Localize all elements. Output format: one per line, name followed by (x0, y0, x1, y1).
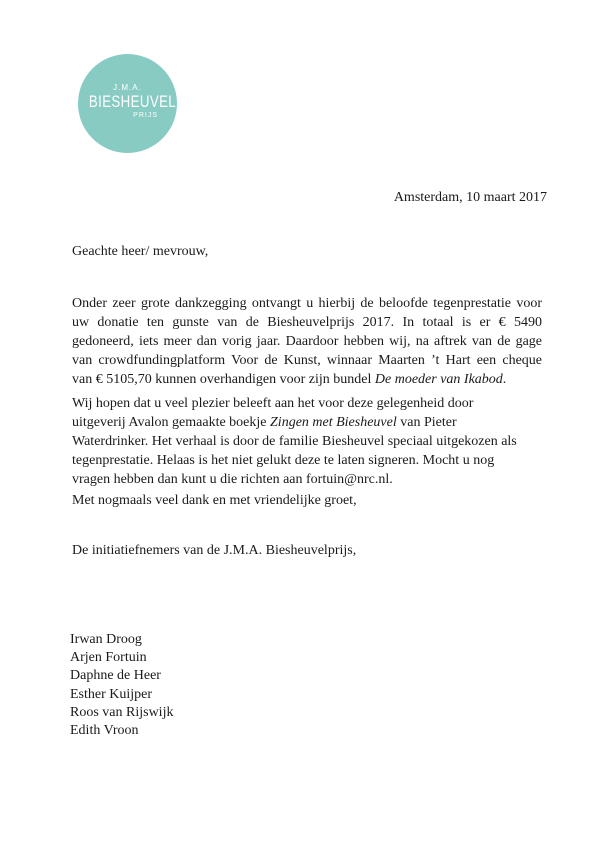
letter-greeting: Geachte heer/ mevrouw, (72, 244, 209, 259)
paragraph-line: uw donatie ten gunste van de Biesheuvelprijs 2017. In totaal is er € 5490 (72, 315, 542, 330)
signatory-name: Arjen Fortuin (70, 650, 147, 666)
logo-line-initials: J.M.A. (113, 83, 142, 92)
text-run: van € 5105,70 kunnen overhandigen voor zijn bundel (72, 372, 375, 387)
paragraph-line: Waterdrinker. Het verhaal is door de familie Biesheuvel speciaal uitgekozen als (72, 434, 517, 449)
text-run: . (502, 372, 507, 387)
paragraph-thanks: Met nogmaals veel dank en met vriendelijke groet, (72, 493, 357, 508)
book-title: De moeder van Ikabod (374, 372, 503, 387)
paragraph-line (72, 413, 542, 432)
signatory-name: Esther Kuijper (70, 686, 153, 702)
paragraph-line: gedoneerd, iets meer dan vorig jaar. Daardoor hebben wij, na aftrek van de gage (72, 334, 542, 349)
signatory-list (70, 631, 173, 740)
paragraph-line: Onder zeer grote dankzegging ontvangt u hierbij de beloofde tegenprestatie voor (72, 296, 542, 311)
paragraph-line: van crowdfundingplatform Voor de Kunst, winnaar Maarten ’t Hart een cheque (72, 353, 542, 368)
booklet-title: Zingen met Biesheuvel (270, 415, 397, 430)
letter-date: Amsterdam, 10 maart 2017 (393, 190, 547, 205)
signatory-name: Daphne de Heer (70, 668, 161, 684)
paragraph-donation (72, 294, 542, 389)
biesheuvelprijs-logo (78, 54, 177, 153)
text-run: uitgeverij Avalon gemaakte boekje (72, 415, 271, 430)
text-run: van Pieter (396, 415, 457, 430)
signatory-name: Irwan Droog (70, 632, 142, 647)
signatory-name: Edith Vroon (70, 723, 139, 739)
signatory-name: Roos van Rijswijk (70, 704, 174, 720)
logo-line-name: BIESHEUVEL (88, 92, 177, 111)
paragraph-booklet (72, 394, 542, 489)
logo-line-prize: PRIJS (133, 112, 158, 119)
letter-closing: De initiatiefnemers van de J.M.A. Biesheuvelprijs, (72, 543, 357, 558)
paragraph-line (72, 370, 542, 389)
paragraph-line: vragen hebben dan kunt u die richten aan fortuin@nrc.nl. (72, 472, 393, 487)
paragraph-line: Wij hopen dat u veel plezier beleeft aan het voor deze gelegenheid door (72, 396, 474, 411)
paragraph-line: tegenprestatie. Helaas is het niet gelukt deze te laten signeren. Mocht u nog (72, 453, 495, 468)
